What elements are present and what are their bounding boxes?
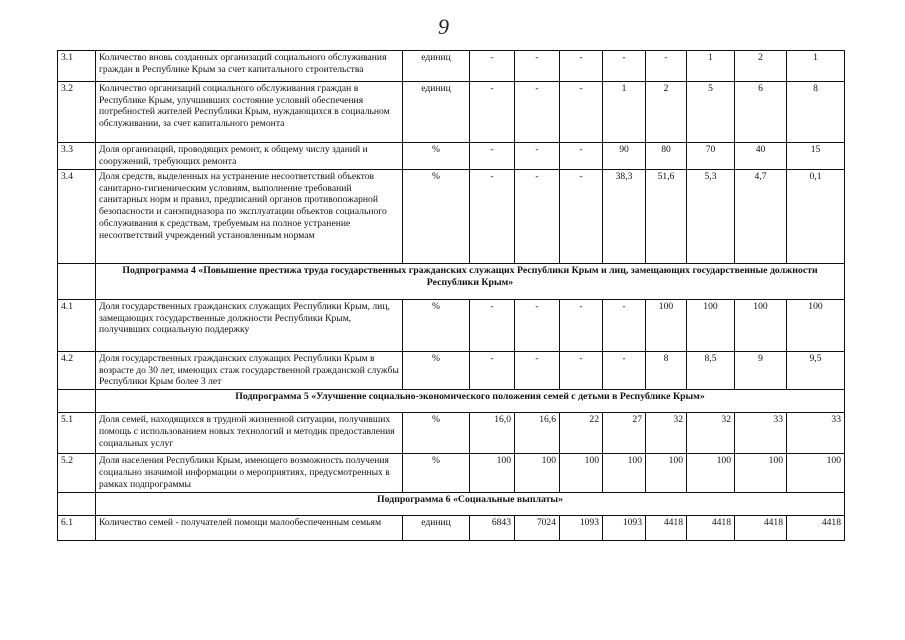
- value-cell: -: [515, 82, 560, 143]
- value-cell: 4,7: [735, 170, 787, 264]
- table-row: [58, 300, 845, 352]
- subprogram-row: [58, 493, 845, 516]
- indicators-table: [57, 50, 845, 541]
- table-row: [58, 82, 845, 143]
- value-cell: 16,6: [515, 413, 560, 454]
- value-cell: 33: [735, 413, 787, 454]
- unit-cell: %: [403, 143, 470, 170]
- value-cell: -: [603, 352, 646, 390]
- value-cell: 9,5: [787, 352, 845, 390]
- value-cell: -: [515, 300, 560, 352]
- value-cell: 51,6: [646, 170, 687, 264]
- indicator-name: Доля средств, выделенных на устранение несоответствий объектов санитарно-гигиеническим условиям, выполнение требований санитарных норм и правил, предписаний органов противопожарной безопасности и санэпидназора по эксплуатации объектов социального обслуживания к средствам, требуемым на полное устранение несоответствий учреждений установленным нормам: [96, 170, 403, 264]
- unit-cell: %: [403, 454, 470, 493]
- value-cell: 100: [646, 454, 687, 493]
- unit-cell: %: [403, 413, 470, 454]
- value-cell: 33: [787, 413, 845, 454]
- value-cell: -: [560, 170, 603, 264]
- page-number: 9: [438, 14, 450, 39]
- indicator-name: Доля организаций, проводящих ремонт, к общему числу зданий и сооружений, требующих ремонта: [96, 143, 403, 170]
- value-cell: 4418: [735, 516, 787, 541]
- subprogram-heading: Подпрограмма 6 «Социальные выплаты»: [96, 493, 845, 516]
- table-row: [58, 352, 845, 390]
- value-cell: -: [470, 300, 515, 352]
- value-cell: 100: [515, 454, 560, 493]
- value-cell: -: [646, 51, 687, 82]
- value-cell: 100: [735, 300, 787, 352]
- value-cell: 5: [687, 82, 735, 143]
- value-cell: -: [470, 51, 515, 82]
- value-cell: 8: [787, 82, 845, 143]
- row-number: 4.1: [58, 300, 96, 352]
- row-number: 4.2: [58, 352, 96, 390]
- value-cell: -: [560, 300, 603, 352]
- value-cell: -: [470, 170, 515, 264]
- row-number: 5.2: [58, 454, 96, 493]
- row-number: 3.1: [58, 51, 96, 82]
- row-number: 6.1: [58, 516, 96, 541]
- value-cell: -: [560, 82, 603, 143]
- subprogram-heading: Подпрограмма 4 «Повышение престижа труда государственных гражданских служащих Республики Крым и лиц, замещающих государственные должности Республики Крым»: [96, 264, 845, 300]
- table-row: [58, 143, 845, 170]
- value-cell: 1093: [603, 516, 646, 541]
- value-cell: 9: [735, 352, 787, 390]
- value-cell: 2: [646, 82, 687, 143]
- row-number: 3.2: [58, 82, 96, 143]
- value-cell: 15: [787, 143, 845, 170]
- subprogram-row: [58, 264, 845, 300]
- unit-cell: единиц: [403, 82, 470, 143]
- table-row: [58, 51, 845, 82]
- value-cell: 100: [787, 454, 845, 493]
- value-cell: 8: [646, 352, 687, 390]
- value-cell: 1: [687, 51, 735, 82]
- value-cell: 32: [687, 413, 735, 454]
- value-cell: -: [515, 143, 560, 170]
- value-cell: 1: [603, 82, 646, 143]
- unit-cell: %: [403, 300, 470, 352]
- value-cell: -: [560, 143, 603, 170]
- value-cell: -: [515, 352, 560, 390]
- value-cell: 40: [735, 143, 787, 170]
- value-cell: 100: [470, 454, 515, 493]
- table-row: [58, 454, 845, 493]
- value-cell: 32: [646, 413, 687, 454]
- value-cell: 100: [560, 454, 603, 493]
- table-row: [58, 170, 845, 264]
- row-number: [58, 390, 96, 413]
- value-cell: -: [560, 51, 603, 82]
- subprogram-heading: Подпрограмма 5 «Улучшение социально-экономического положения семей с детьми в Республике Крым»: [96, 390, 845, 413]
- value-cell: 27: [603, 413, 646, 454]
- value-cell: 4418: [646, 516, 687, 541]
- value-cell: 8,5: [687, 352, 735, 390]
- value-cell: 16,0: [470, 413, 515, 454]
- value-cell: 100: [646, 300, 687, 352]
- indicator-name: Количество вновь созданных организаций социального обслуживания граждан в Республике Крым за счет капитального строительства: [96, 51, 403, 82]
- value-cell: 38,3: [603, 170, 646, 264]
- value-cell: -: [603, 300, 646, 352]
- value-cell: 90: [603, 143, 646, 170]
- indicator-name: Доля государственных гражданских служащих Республики Крым в возрасте до 30 лет, имеющих стаж государственной гражданской службы Республики Крым более 3 лет: [96, 352, 403, 390]
- unit-cell: единиц: [403, 51, 470, 82]
- value-cell: 1: [787, 51, 845, 82]
- value-cell: 6: [735, 82, 787, 143]
- table-row: [58, 413, 845, 454]
- value-cell: 5,3: [687, 170, 735, 264]
- table-row: [58, 516, 845, 541]
- indicator-name: Количество организаций социального обслуживания граждан в Республике Крым, улучшивших состояние условий обеспечения потребностей жителей Республики Крым, нуждающихся в социальном обслуживании, за счет капитального ремонта: [96, 82, 403, 143]
- value-cell: -: [470, 82, 515, 143]
- value-cell: -: [515, 170, 560, 264]
- value-cell: 6843: [470, 516, 515, 541]
- value-cell: -: [603, 51, 646, 82]
- value-cell: 70: [687, 143, 735, 170]
- unit-cell: %: [403, 352, 470, 390]
- value-cell: 2: [735, 51, 787, 82]
- unit-cell: %: [403, 170, 470, 264]
- value-cell: -: [470, 352, 515, 390]
- value-cell: 4418: [787, 516, 845, 541]
- indicator-name: Доля государственных гражданских служащих Республики Крым, лиц, замещающих государственные должности Республики Крым, получивших социальную поддержку: [96, 300, 403, 352]
- indicator-name: Доля семей, находящихся в трудной жизненной ситуации, получивших помощь с использованием новых технологий и методик предоставления социальных услуг: [96, 413, 403, 454]
- value-cell: 1093: [560, 516, 603, 541]
- subprogram-row: [58, 390, 845, 413]
- value-cell: 100: [687, 300, 735, 352]
- value-cell: 80: [646, 143, 687, 170]
- value-cell: 7024: [515, 516, 560, 541]
- indicator-name: Количество семей - получателей помощи малообеспеченным семьям: [96, 516, 403, 541]
- value-cell: 100: [687, 454, 735, 493]
- value-cell: -: [560, 352, 603, 390]
- value-cell: 100: [603, 454, 646, 493]
- unit-cell: единиц: [403, 516, 470, 541]
- value-cell: 100: [787, 300, 845, 352]
- value-cell: 22: [560, 413, 603, 454]
- value-cell: 100: [735, 454, 787, 493]
- value-cell: 4418: [687, 516, 735, 541]
- row-number: 3.4: [58, 170, 96, 264]
- row-number: [58, 493, 96, 516]
- value-cell: -: [470, 143, 515, 170]
- row-number: 5.1: [58, 413, 96, 454]
- row-number: [58, 264, 96, 300]
- value-cell: -: [515, 51, 560, 82]
- indicator-name: Доля населения Республики Крым, имеющего возможность получения социально значимой информации о мероприятиях, предусмотренных в рамках подпрограммы: [96, 454, 403, 493]
- value-cell: 0,1: [787, 170, 845, 264]
- row-number: 3.3: [58, 143, 96, 170]
